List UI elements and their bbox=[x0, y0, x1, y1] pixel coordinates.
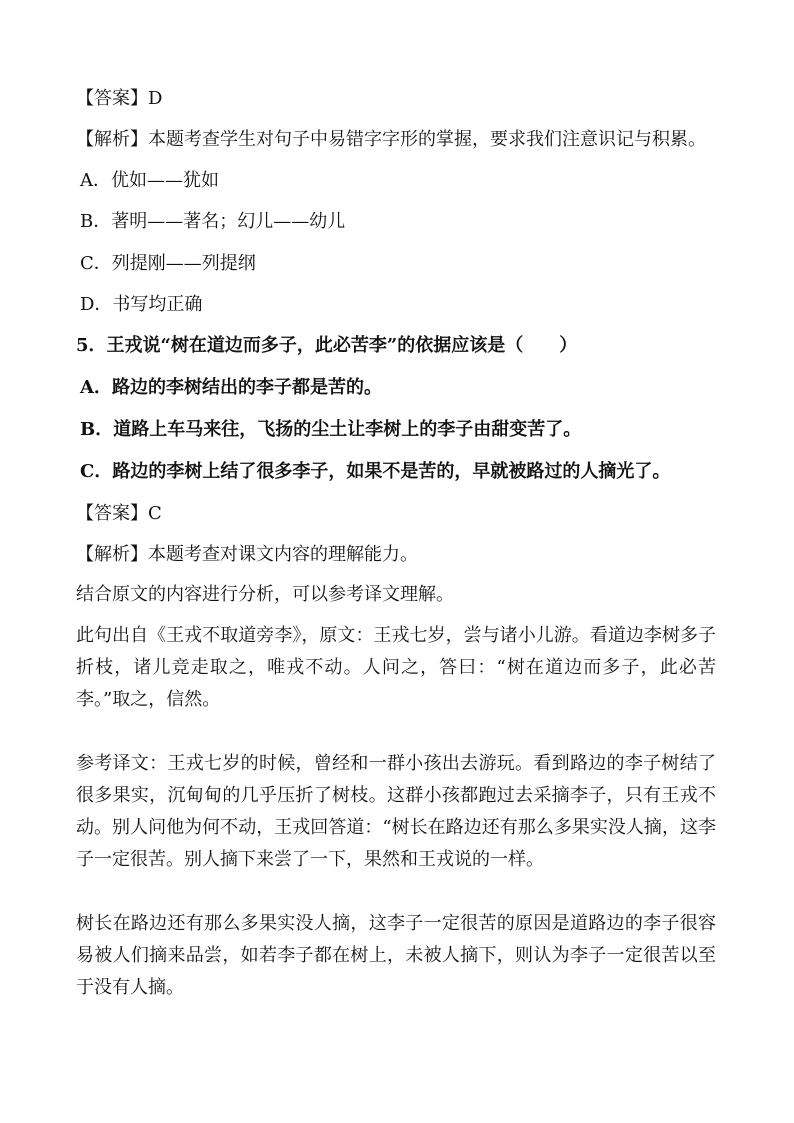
q4-option-b: B．著明——著名；幻儿——幼儿 bbox=[80, 211, 346, 232]
q4-analysis: 【解析】本题考查学生对句子中易错字字形的掌握，要求我们注意识记与积累。 bbox=[76, 129, 706, 150]
q5-option-b: B．道路上车马来往，飞扬的尘土让李树上的李子由甜变苦了。 bbox=[80, 419, 582, 440]
q5-question: 5．王戎说“树在道边而多子，此必苦李”的依据应该是（ ） bbox=[76, 335, 578, 356]
q5-paragraph-2: 此句出自《王戎不取道旁李》，原文：王戎七岁，尝与诸小儿游。看道边李树多子折枝，诸儿竞走取之，唯戎不动。人问之，答曰：“树在道边而多子，此必苦李。”取之，信然。 bbox=[76, 625, 716, 710]
q4-answer: 【答案】D bbox=[76, 88, 163, 109]
q5-paragraph-1: 结合原文的内容进行分析，可以参考译文理解。 bbox=[76, 584, 454, 605]
q5-analysis: 【解析】本题考查对课文内容的理解能力。 bbox=[76, 544, 418, 565]
q5-option-a: A．路边的李树结出的李子都是苦的。 bbox=[80, 377, 382, 398]
q5-paragraph-3: 参考译文：王戎七岁的时候，曾经和一群小孩出去游玩。看到路边的李子树结了很多果实，沉甸甸的几乎压折了树枝。这群小孩都跑过去采摘李子，只有王戎不动。别人问他为何不动，王戎回答道：“树长在路边还有那么多果实没人摘，这李子一定很苦。别人摘下来尝了一下，果然和王戎说的一样。 bbox=[76, 753, 716, 870]
q5-paragraph-4: 树长在路边还有那么多果实没人摘，这李子一定很苦的原因是道路边的李子很容易被人们摘来品尝，如若李子都在树上，未被人摘下，则认为李子一定很苦以至于没有人摘。 bbox=[76, 913, 716, 998]
q4-option-a: A．优如——犹如 bbox=[80, 170, 219, 191]
q5-option-c: C．路边的李树上结了很多李子，如果不是苦的，早就被路过的人摘光了。 bbox=[80, 461, 671, 482]
q5-answer: 【答案】C bbox=[76, 503, 162, 524]
q4-option-d: D．书写均正确 bbox=[80, 294, 203, 315]
q4-option-c: C．列提刚——列提纲 bbox=[80, 253, 256, 274]
